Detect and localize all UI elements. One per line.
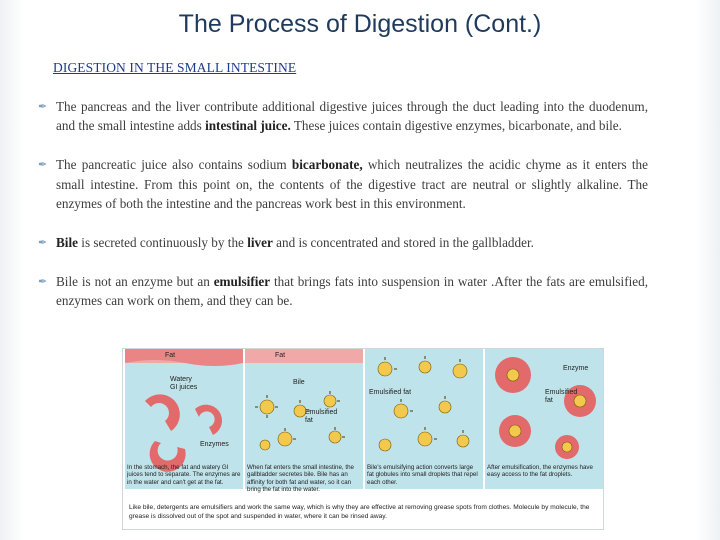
emulsification-figure bbox=[122, 348, 604, 530]
bullet-term: emulsifier bbox=[213, 274, 271, 290]
bullet-text: Bile is not an enzyme but an bbox=[56, 274, 214, 290]
bullet-icon: ✒ bbox=[38, 158, 48, 172]
emulsify-illustration bbox=[365, 349, 483, 464]
bullet-item bbox=[38, 272, 648, 310]
bullet-term: Bile bbox=[56, 235, 78, 251]
figure-panel-emulsify bbox=[365, 349, 483, 489]
bullet-list bbox=[38, 97, 648, 311]
label-emulsified-fat: Emulsified fat bbox=[369, 389, 412, 396]
bullet-text: which neutralizes the acidic chyme as it enters the small intestine. From this point on, the contents of the digestive tract are neutral or slightly alkaline. The enzymes of both the intestine and the pancreas work best in this environment. bbox=[56, 157, 648, 211]
bullet-icon: ✒ bbox=[38, 236, 48, 250]
figure-footer: Like bile, detergents are emulsifiers and work the same way, which is why they are effective at removing grease spots from clothes. Molecule by molecule, the grease is dissolved out of the spot and suspended in water, where it can be rinsed away. bbox=[123, 501, 603, 529]
label-fat: Fat bbox=[275, 352, 286, 359]
label-bile: Bile bbox=[293, 379, 305, 386]
figure-panel-bile bbox=[245, 349, 363, 494]
bullet-text: and is concentrated and stored in the gallbladder. bbox=[272, 235, 534, 251]
label-emulsified-fat: Emulsified fat bbox=[305, 409, 338, 424]
figure-panel-enzymes bbox=[485, 349, 603, 489]
label-enzyme: Enzyme bbox=[563, 365, 589, 372]
bullet-item bbox=[38, 155, 648, 213]
bullet-term: liver bbox=[247, 235, 273, 251]
label-enzymes: Enzymes bbox=[200, 441, 229, 448]
slide-subtitle: DIGESTION IN THE SMALL INTESTINE bbox=[53, 60, 297, 75]
label-fat: Fat bbox=[165, 352, 176, 359]
caption-emulsify: Bile's emulsifying action converts large fat globules into small droplets that repel each other. bbox=[367, 464, 478, 486]
label-emulsified-fat: Emulsified fat bbox=[545, 389, 578, 404]
bullet-item bbox=[38, 233, 648, 252]
bullet-term: bicarbonate, bbox=[291, 157, 363, 173]
bullet-text: is secreted continuously by the bbox=[77, 235, 248, 251]
caption-stomach: In the stomach, the fat and watery GI juices tend to separate. The enzymes are in the water and can't get at the fat. bbox=[127, 464, 241, 486]
caption-enzymes: After emulsification, the enzymes have easy access to the fat droplets. bbox=[487, 464, 593, 479]
bullet-item bbox=[38, 97, 648, 135]
caption-bile: When fat enters the small intestine, the gallbladder secretes bile. Bile has an affinity for both fat and water, so it can bring the fat into the water. bbox=[247, 464, 354, 494]
slide-title: The Process of Digestion (Cont.) bbox=[178, 10, 542, 38]
bullet-term: intestinal juice. bbox=[205, 118, 291, 134]
bullet-icon: ✒ bbox=[38, 275, 48, 289]
bullet-text: These juices contain digestive enzymes, bicarbonate, and bile. bbox=[290, 118, 622, 134]
bullet-text: The pancreas and the liver contribute additional digestive juices through the duct leading into the duodenum, and the small intestine adds bbox=[56, 99, 648, 134]
bullet-text: The pancreatic juice also contains sodium bbox=[56, 157, 292, 173]
label-watery-juices: Watery GI juices bbox=[170, 376, 198, 391]
bile-illustration bbox=[245, 349, 363, 464]
figure-panel-stomach bbox=[125, 349, 243, 489]
bullet-icon: ✒ bbox=[38, 100, 48, 113]
bullet-text: that brings fats into suspension in water .After the fats are emulsified, enzymes can work on them, and they can be. bbox=[56, 274, 649, 309]
